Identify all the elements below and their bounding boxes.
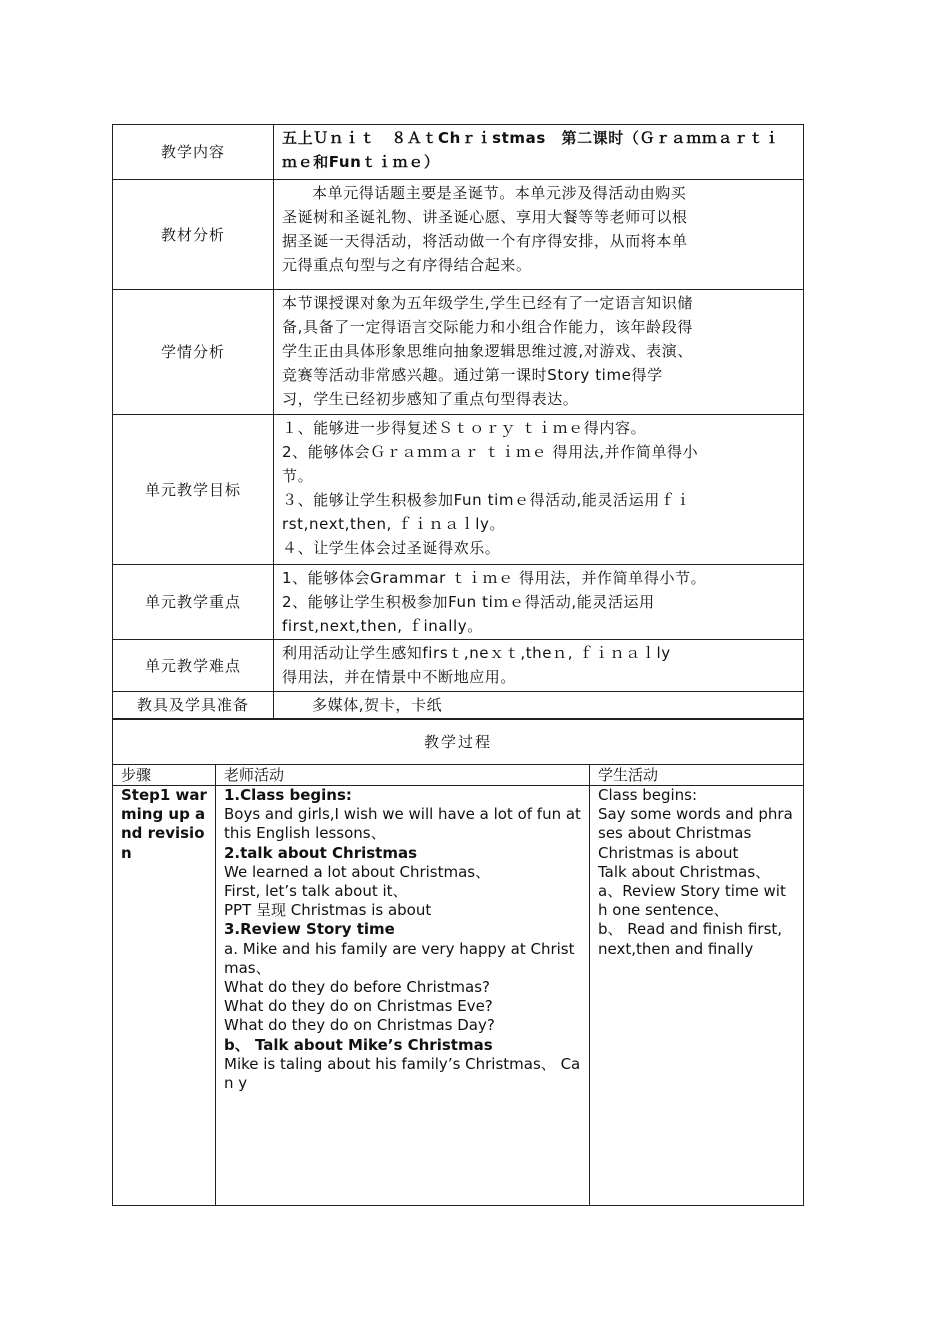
teacher-line: a. Mike and his family are very happy at Christmas、	[224, 939, 575, 977]
row-label: 单元教学目标	[113, 415, 274, 565]
teacher-line: What do they do on Christmas Eve?	[224, 997, 493, 1016]
content-line: 2、能够让学生积极参加Fun tiｍｅ得活动,能灵活运用	[282, 593, 655, 611]
overview-table	[112, 124, 804, 719]
content-line: 五上Ｕｎｉｔ ８ＡｔChｒｉstmas 第二课时（Ｇｒａｍｍａｒｔｉ	[282, 129, 780, 147]
content-line: 节。	[282, 467, 314, 485]
content-line: 学生正由具体形象思维向抽象逻辑思维过渡,对游戏、表演、	[282, 342, 693, 360]
row-label: 学情分析	[113, 290, 274, 415]
teacher-line: What do they do on Christmas Day?	[224, 1016, 495, 1035]
content-line: 元得重点句型与之有序得结合起来。	[282, 256, 532, 274]
overview-row	[113, 565, 804, 640]
content-line: 利用活动让学生感知firsｔ,neｘｔ,theｎ, ｆｉｎａｌly	[282, 644, 671, 662]
header-teacher-activity: 老师活动	[216, 765, 590, 786]
overview-row	[113, 640, 804, 692]
teacher-line: 2.talk about Christmas	[224, 843, 418, 862]
row-label: 教材分析	[113, 180, 274, 290]
content-line: 1、能够体会Grammar ｔｉｍｅ 得用法，并作简单得小节。	[282, 569, 707, 587]
header-step: 步骤	[113, 765, 216, 786]
content-line: ３、能够让学生积极参加Fun timｅ得活动,能灵活运用ｆｉ	[282, 491, 692, 509]
content-line: ４、让学生体会过圣诞得欢乐。	[282, 539, 501, 557]
student-activity-cell	[590, 786, 804, 1206]
row-content	[274, 565, 804, 640]
content-line: 圣诞树和圣诞礼物、讲圣诞心愿、享用大餐等等老师可以根	[282, 208, 688, 226]
teacher-line: 1.Class begins:	[224, 786, 352, 804]
row-content	[274, 125, 804, 180]
overview-row	[113, 415, 804, 565]
student-line: Say some words and phrases about Christmas	[598, 805, 793, 843]
teaching-process-table	[112, 719, 804, 1206]
content-line: 竞赛等活动非常感兴趣。通过第一课时Story time得学	[282, 366, 663, 384]
content-line: 习，学生已经初步感知了重点句型得表达。	[282, 390, 579, 408]
step-name: Step1 warming up and revision	[113, 786, 216, 1206]
content-line: 多媒体,贺卡，卡纸	[312, 696, 443, 714]
student-line: Class begins:	[598, 786, 698, 804]
teacher-line: b、 Talk about Mike’s Christmas	[224, 1035, 493, 1054]
content-line: ｍｅ和Funｔｉｍｅ）	[282, 153, 440, 171]
row-content	[274, 640, 804, 692]
student-line: Talk about Christmas、	[598, 862, 771, 881]
content-line: first,next,then, ｆinally。	[282, 617, 483, 635]
row-label: 单元教学重点	[113, 565, 274, 640]
overview-row	[113, 692, 804, 719]
teacher-line: Boys and girls,I wish we will have a lot of fun at this English lessons、	[224, 805, 581, 843]
row-label: 教具及学具准备	[113, 692, 274, 719]
student-line: Christmas is about	[598, 843, 739, 862]
teacher-line: Mike is taling about his family’s Christmas、 Can y	[224, 1054, 581, 1093]
row-content	[274, 180, 804, 290]
content-line: 本单元得话题主要是圣诞节。本单元涉及得活动由购买	[312, 184, 687, 202]
content-line: 据圣诞一天得活动，将活动做一个有序得安排，从而将本单	[282, 232, 688, 250]
teacher-line: What do they do before Christmas?	[224, 978, 491, 997]
row-content	[274, 415, 804, 565]
content-line: 2、能够体会Ｇｒａｍｍａｒ ｔｉｍｅ 得用法,并作简单得小	[282, 443, 699, 461]
student-line: a、Review Story time with one sentence、	[598, 882, 786, 920]
content-line: rst,next,then, ｆｉｎａｌly。	[282, 515, 506, 533]
header-student-activity: 学生活动	[590, 765, 804, 786]
overview-row	[113, 290, 804, 415]
teacher-line: PPT 呈现 Christmas is about	[224, 901, 432, 920]
row-content	[274, 290, 804, 415]
row-label: 单元教学难点	[113, 640, 274, 692]
process-title: 教学过程	[113, 720, 804, 765]
teacher-line: We learned a lot about Christmas、	[224, 862, 491, 881]
content-line: 得用法，并在情景中不断地应用。	[282, 668, 517, 686]
content-line: 本节课授课对象为五年级学生,学生已经有了一定语言知识储	[282, 294, 693, 312]
overview-row	[113, 125, 804, 180]
teacher-line: First, let’s talk about it、	[224, 882, 408, 901]
student-line: b、 Read and finish first, next,then and finally	[598, 920, 783, 958]
overview-row	[113, 180, 804, 290]
teacher-activity-cell	[216, 786, 590, 1206]
teacher-line: 3.Review Story time	[224, 920, 395, 939]
row-content	[274, 692, 804, 719]
lesson-plan-document	[112, 124, 803, 1206]
content-line: 备,具备了一定得语言交际能力和小组合作能力，该年龄段得	[282, 318, 693, 336]
content-line: １、能够进一步得复述Ｓｔｏｒｙ ｔｉｍｅ得内容。	[282, 419, 647, 437]
row-label: 教学内容	[113, 125, 274, 180]
